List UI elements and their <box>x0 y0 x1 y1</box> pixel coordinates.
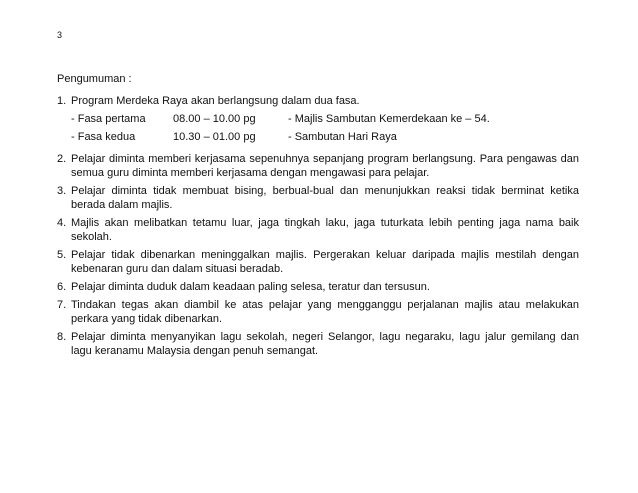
phase-event: - Sambutan Hari Raya <box>288 131 397 143</box>
list-item <box>57 298 579 326</box>
item-text: Pelajar tidak dibenarkan meninggalkan majlis. Pergerakan keluar daripada majlis mestilah dengan kebenaran guru dan dalam situasi beradab. <box>71 249 579 275</box>
list-item <box>57 248 579 276</box>
phase-time: 08.00 – 10.00 pg <box>173 113 256 125</box>
item-text: Pelajar diminta menyanyikan lagu sekolah, negeri Selangor, lagu negaraku, lagu jalur gemilang dan lagu keranamu Malaysia dengan penuh semangat. <box>71 331 579 357</box>
item-number: 5. <box>57 249 67 261</box>
list-item <box>57 152 579 180</box>
item-text: Pelajar diminta tidak membuat bising, berbual-bual dan menunjukkan reaksi tidak berminat ketika berada dalam majlis. <box>71 185 579 211</box>
item-text: Pelajar diminta memberi kerjasama sepenuhnya sepanjang program berlangsung. Para pengawas dan semua guru diminta memberi kerjasama dengan mengawasi para pelajar. <box>71 153 579 179</box>
phase-list <box>71 112 579 144</box>
item-content <box>71 94 579 148</box>
list-item <box>57 330 579 358</box>
phase-row <box>71 130 579 144</box>
item-text: Program Merdeka Raya akan berlangsung dalam dua fasa. <box>71 95 360 107</box>
item-text: Majlis akan melibatkan tetamu luar, jaga tingkah laku, jaga tuturkata lebih penting jaga nama baik sekolah. <box>71 217 579 243</box>
item-number: 8. <box>57 331 67 343</box>
page-number: 3 <box>57 30 63 40</box>
item-number: 7. <box>57 299 67 311</box>
item-number: 6. <box>57 281 67 293</box>
announcement-heading: Pengumuman : <box>57 73 132 85</box>
item-number: 3. <box>57 185 67 197</box>
announcement-list <box>57 94 579 362</box>
phase-row <box>71 112 579 126</box>
phase-event: - Majlis Sambutan Kemerdekaan ke – 54. <box>288 113 490 125</box>
item-number: 1. <box>57 95 67 107</box>
item-number: 2. <box>57 153 67 165</box>
list-item <box>57 280 579 294</box>
phase-name: - Fasa kedua <box>71 131 136 143</box>
list-item <box>57 94 579 148</box>
list-item <box>57 184 579 212</box>
item-number: 4. <box>57 217 67 229</box>
item-text: Pelajar diminta duduk dalam keadaan paling selesa, teratur dan tersusun. <box>71 281 430 293</box>
phase-name: - Fasa pertama <box>71 113 146 125</box>
item-text: Tindakan tegas akan diambil ke atas pelajar yang mengganggu perjalanan majlis atau melakukan perkara yang tidak dibenarkan. <box>71 299 579 325</box>
phase-time: 10.30 – 01.00 pg <box>173 131 256 143</box>
list-item <box>57 216 579 244</box>
